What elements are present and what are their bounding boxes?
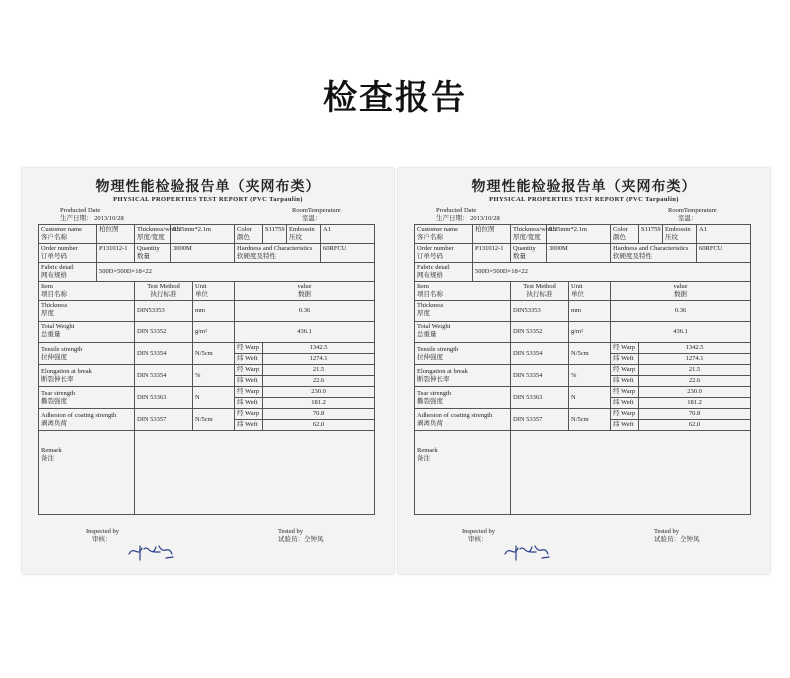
tester-name: 仝钟凤 <box>304 536 324 543</box>
column-header-row: Item 项目名称 Test Method 执行标准 Unit 单位 value 数据 <box>39 282 375 301</box>
table-row: 纬 Weft 22.6 <box>39 376 375 387</box>
order-value: P131012-1 <box>97 244 135 263</box>
fabric-row: Fabric detail 网布规格 500D×500D×18×22 <box>415 263 751 282</box>
table-row: Tear strength 撕裂强度 DIN 53363 N 经 Warp 230.0 <box>39 387 375 398</box>
emboss-value: A1 <box>697 225 751 244</box>
report-title: 物理性能检验报告单（夹网布类） <box>95 179 321 195</box>
inspected-by: Inspected by 审核： <box>462 528 496 543</box>
customer-row: Customer name 客户名称 柏拉图 Thickness/width 厚度/宽度 0.35mm*2.1m Color 颜色 S11759 Embossin 压纹 A1 <box>39 225 375 244</box>
report-subtitle: PHYSICAL PROPERTIES TEST REPORT (PVC Tarpaulin) <box>113 196 303 203</box>
table-row: 纬 Weft 62.0 <box>39 420 375 431</box>
table-row: Thickness 厚度 DIN53353 mm 0.36 <box>39 301 375 322</box>
report-sheet-right <box>398 168 770 574</box>
product-date: Producted Date 生产日期： 2013/10/28 <box>60 207 124 222</box>
table-row: Elongation at break 断裂伸长率 DIN 53354 % 经 Warp 21.5 <box>415 365 751 376</box>
report-subtitle: PHYSICAL PROPERTIES TEST REPORT (PVC Tarpaulin) <box>489 196 679 203</box>
customer-row: Customer name 客户名称 柏拉图 Thickness/width 厚度/宽度 0.35mm*2.1m Color 颜色 S11759 Embossin 压纹 A1 <box>415 225 751 244</box>
table-row: 纬 Weft 181.2 <box>39 398 375 409</box>
table-row: Total Weight 总重量 DIN 53352 g/m² 436.1 <box>39 322 375 343</box>
report-table <box>414 224 751 515</box>
table-row: 纬 Weft 1274.1 <box>39 354 375 365</box>
report-sheet-left <box>22 168 394 574</box>
table-row: Elongation at break 断裂伸长率 DIN 53354 % 经 Warp 21.5 <box>39 365 375 376</box>
page-title: 检查报告 <box>323 78 467 118</box>
handwritten-signature <box>126 540 176 562</box>
remark-row: Remark 备注 <box>415 431 751 515</box>
table-row: Tensile strength 拉伸强度 DIN 53354 N/5cm 经 Warp 1342.5 <box>39 343 375 354</box>
thickness-width-value: 0.35mm*2.1m <box>171 225 235 244</box>
column-header-row: Item 项目名称 Test Method 执行标准 Unit 单位 value 数据 <box>415 282 751 301</box>
table-row: 纬 Weft 62.0 <box>415 420 751 431</box>
fabric-value: 500D×500D×18×22 <box>473 263 751 282</box>
table-row: Tear strength 撕裂强度 DIN 53363 N 经 Warp 230.0 <box>415 387 751 398</box>
order-row: Order number 订单号码 P131012-1 Quantity 数量 3000M Hardness and Characteristics 软硬度及特性 60RFCU <box>415 244 751 263</box>
handwritten-signature <box>502 540 552 562</box>
fabric-value: 500D×500D×18×22 <box>97 263 375 282</box>
report-title: 物理性能检验报告单（夹网布类） <box>471 179 697 195</box>
table-row: Thickness 厚度 DIN53353 mm 0.36 <box>415 301 751 322</box>
thickness-width-value: 0.35mm*2.1m <box>547 225 611 244</box>
color-value: S11759 <box>263 225 287 244</box>
remark-row: Remark 备注 <box>39 431 375 515</box>
report-table <box>38 224 375 515</box>
quantity-value: 3000M <box>547 244 611 263</box>
hardness-value: 60RFCU <box>697 244 751 263</box>
product-date-value: 2013/10/28 <box>94 215 124 222</box>
table-row: 纬 Weft 1274.1 <box>415 354 751 365</box>
tested-by: Tested by 试验员：仝钟凤 <box>278 528 324 543</box>
table-row: 纬 Weft 181.2 <box>415 398 751 409</box>
color-value: S11759 <box>639 225 663 244</box>
table-row: Adhesion of coating strength 剥离负荷 DIN 53357 N/5cm 经 Warp 70.8 <box>415 409 751 420</box>
order-row: Order number 订单号码 P131012-1 Quantity 数量 3000M Hardness and Characteristics 软硬度及特性 60RFCU <box>39 244 375 263</box>
product-date: Producted Date 生产日期： 2013/10/28 <box>436 207 500 222</box>
fabric-row: Fabric detail 网布规格 500D×500D×18×22 <box>39 263 375 282</box>
customer-name-value: 柏拉图 <box>97 225 135 244</box>
inspected-by: Inspected by 审核： <box>86 528 120 543</box>
table-row: Tensile strength 拉伸强度 DIN 53354 N/5cm 经 Warp 1342.5 <box>415 343 751 354</box>
room-temperature: RoomTemperature 室温： <box>292 207 341 222</box>
tester-name: 仝钟凤 <box>680 536 700 543</box>
hardness-value: 60RFCU <box>321 244 375 263</box>
customer-name-value: 柏拉图 <box>473 225 511 244</box>
room-temperature: RoomTemperature 室温： <box>668 207 717 222</box>
order-value: P131012-1 <box>473 244 511 263</box>
table-row: 纬 Weft 22.6 <box>415 376 751 387</box>
product-date-value: 2013/10/28 <box>470 215 500 222</box>
table-row: Total Weight 总重量 DIN 53352 g/m² 436.1 <box>415 322 751 343</box>
tested-by: Tested by 试验员：仝钟凤 <box>654 528 700 543</box>
quantity-value: 3000M <box>171 244 235 263</box>
emboss-value: A1 <box>321 225 375 244</box>
table-row: Adhesion of coating strength 剥离负荷 DIN 53357 N/5cm 经 Warp 70.8 <box>39 409 375 420</box>
